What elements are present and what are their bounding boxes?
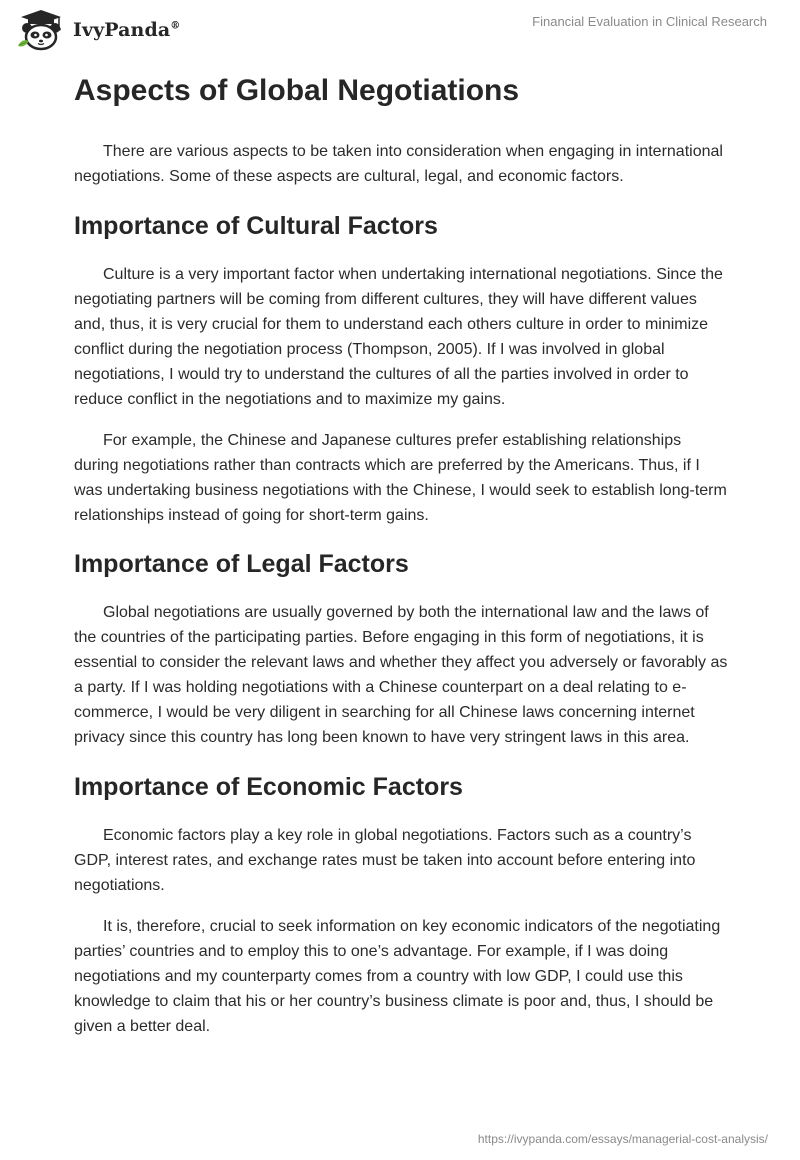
section-heading-economic: Importance of Economic Factors: [74, 773, 463, 801]
section-heading-cultural: Importance of Cultural Factors: [74, 212, 438, 240]
ivypanda-logo[interactable]: [15, 10, 180, 50]
page-title: Aspects of Global Negotiations: [74, 74, 520, 107]
panda-graduate-icon: [15, 8, 69, 52]
document-label: Financial Evaluation in Clinical Research: [532, 14, 767, 29]
economic-paragraph-1: Economic factors play a key role in global negotiations. Factors such as a country’s GDP, interest rates, and exchange rates must be taken into account before entering into negotiations.: [74, 827, 696, 894]
section-heading-legal: Importance of Legal Factors: [74, 550, 409, 578]
article-body: [74, 68, 729, 1039]
legal-paragraph-1: Global negotiations are usually governed by both the international law and the laws of the countries of the participating parties. Before engaging in this form of negotiations, it is essential to consider the relevant laws and whether they affect you adversely or favorably as a party. If I was holding negotiations with a Chinese counterpart on a deal relating to e-commerce, I would be very diligent in searching for all Chinese laws concerning internet privacy since this country has long been known to have very stringent laws in this area.: [74, 604, 728, 746]
brand-name: IvyPanda®: [73, 19, 181, 41]
page-header: [0, 0, 800, 60]
economic-paragraph-2: It is, therefore, crucial to seek information on key economic indicators of the negotiating parties’ countries and to employ this to one’s advantage. For example, if I was doing negotiations and my counterparty comes from a country with low GDP, I could use this knowledge to claim that his or her country’s business climate is poor and, thus, I should be given a better deal.: [74, 918, 721, 1035]
source-url[interactable]: https://ivypanda.com/essays/managerial-cost-analysis/: [477, 1132, 768, 1146]
cultural-paragraph-2: For example, the Chinese and Japanese cultures prefer establishing relationships during negotiations rather than contracts which are preferred by the Americans. Thus, if I was undertaking business negotiations with the Chinese, I would seek to establish long-term relationships instead of going for short-term gains.: [74, 432, 727, 524]
cultural-paragraph-1: Culture is a very important factor when undertaking international negotiations. Since the negotiating partners will be coming from different cultures, they will have different values and, thus, it is very crucial for them to understand each others culture in order to minimize conflict during the negotiation process (Thompson, 2005). If I was involved in global negotiations, I would try to understand the cultures of all the parties involved in order to reduce conflict in the negotiations and to maximize my gains.: [74, 266, 723, 408]
registered-mark: ®: [170, 20, 181, 32]
intro-paragraph: There are various aspects to be taken into consideration when engaging in international negotiations. Some of these aspects are cultural, legal, and economic factors.: [74, 143, 723, 185]
